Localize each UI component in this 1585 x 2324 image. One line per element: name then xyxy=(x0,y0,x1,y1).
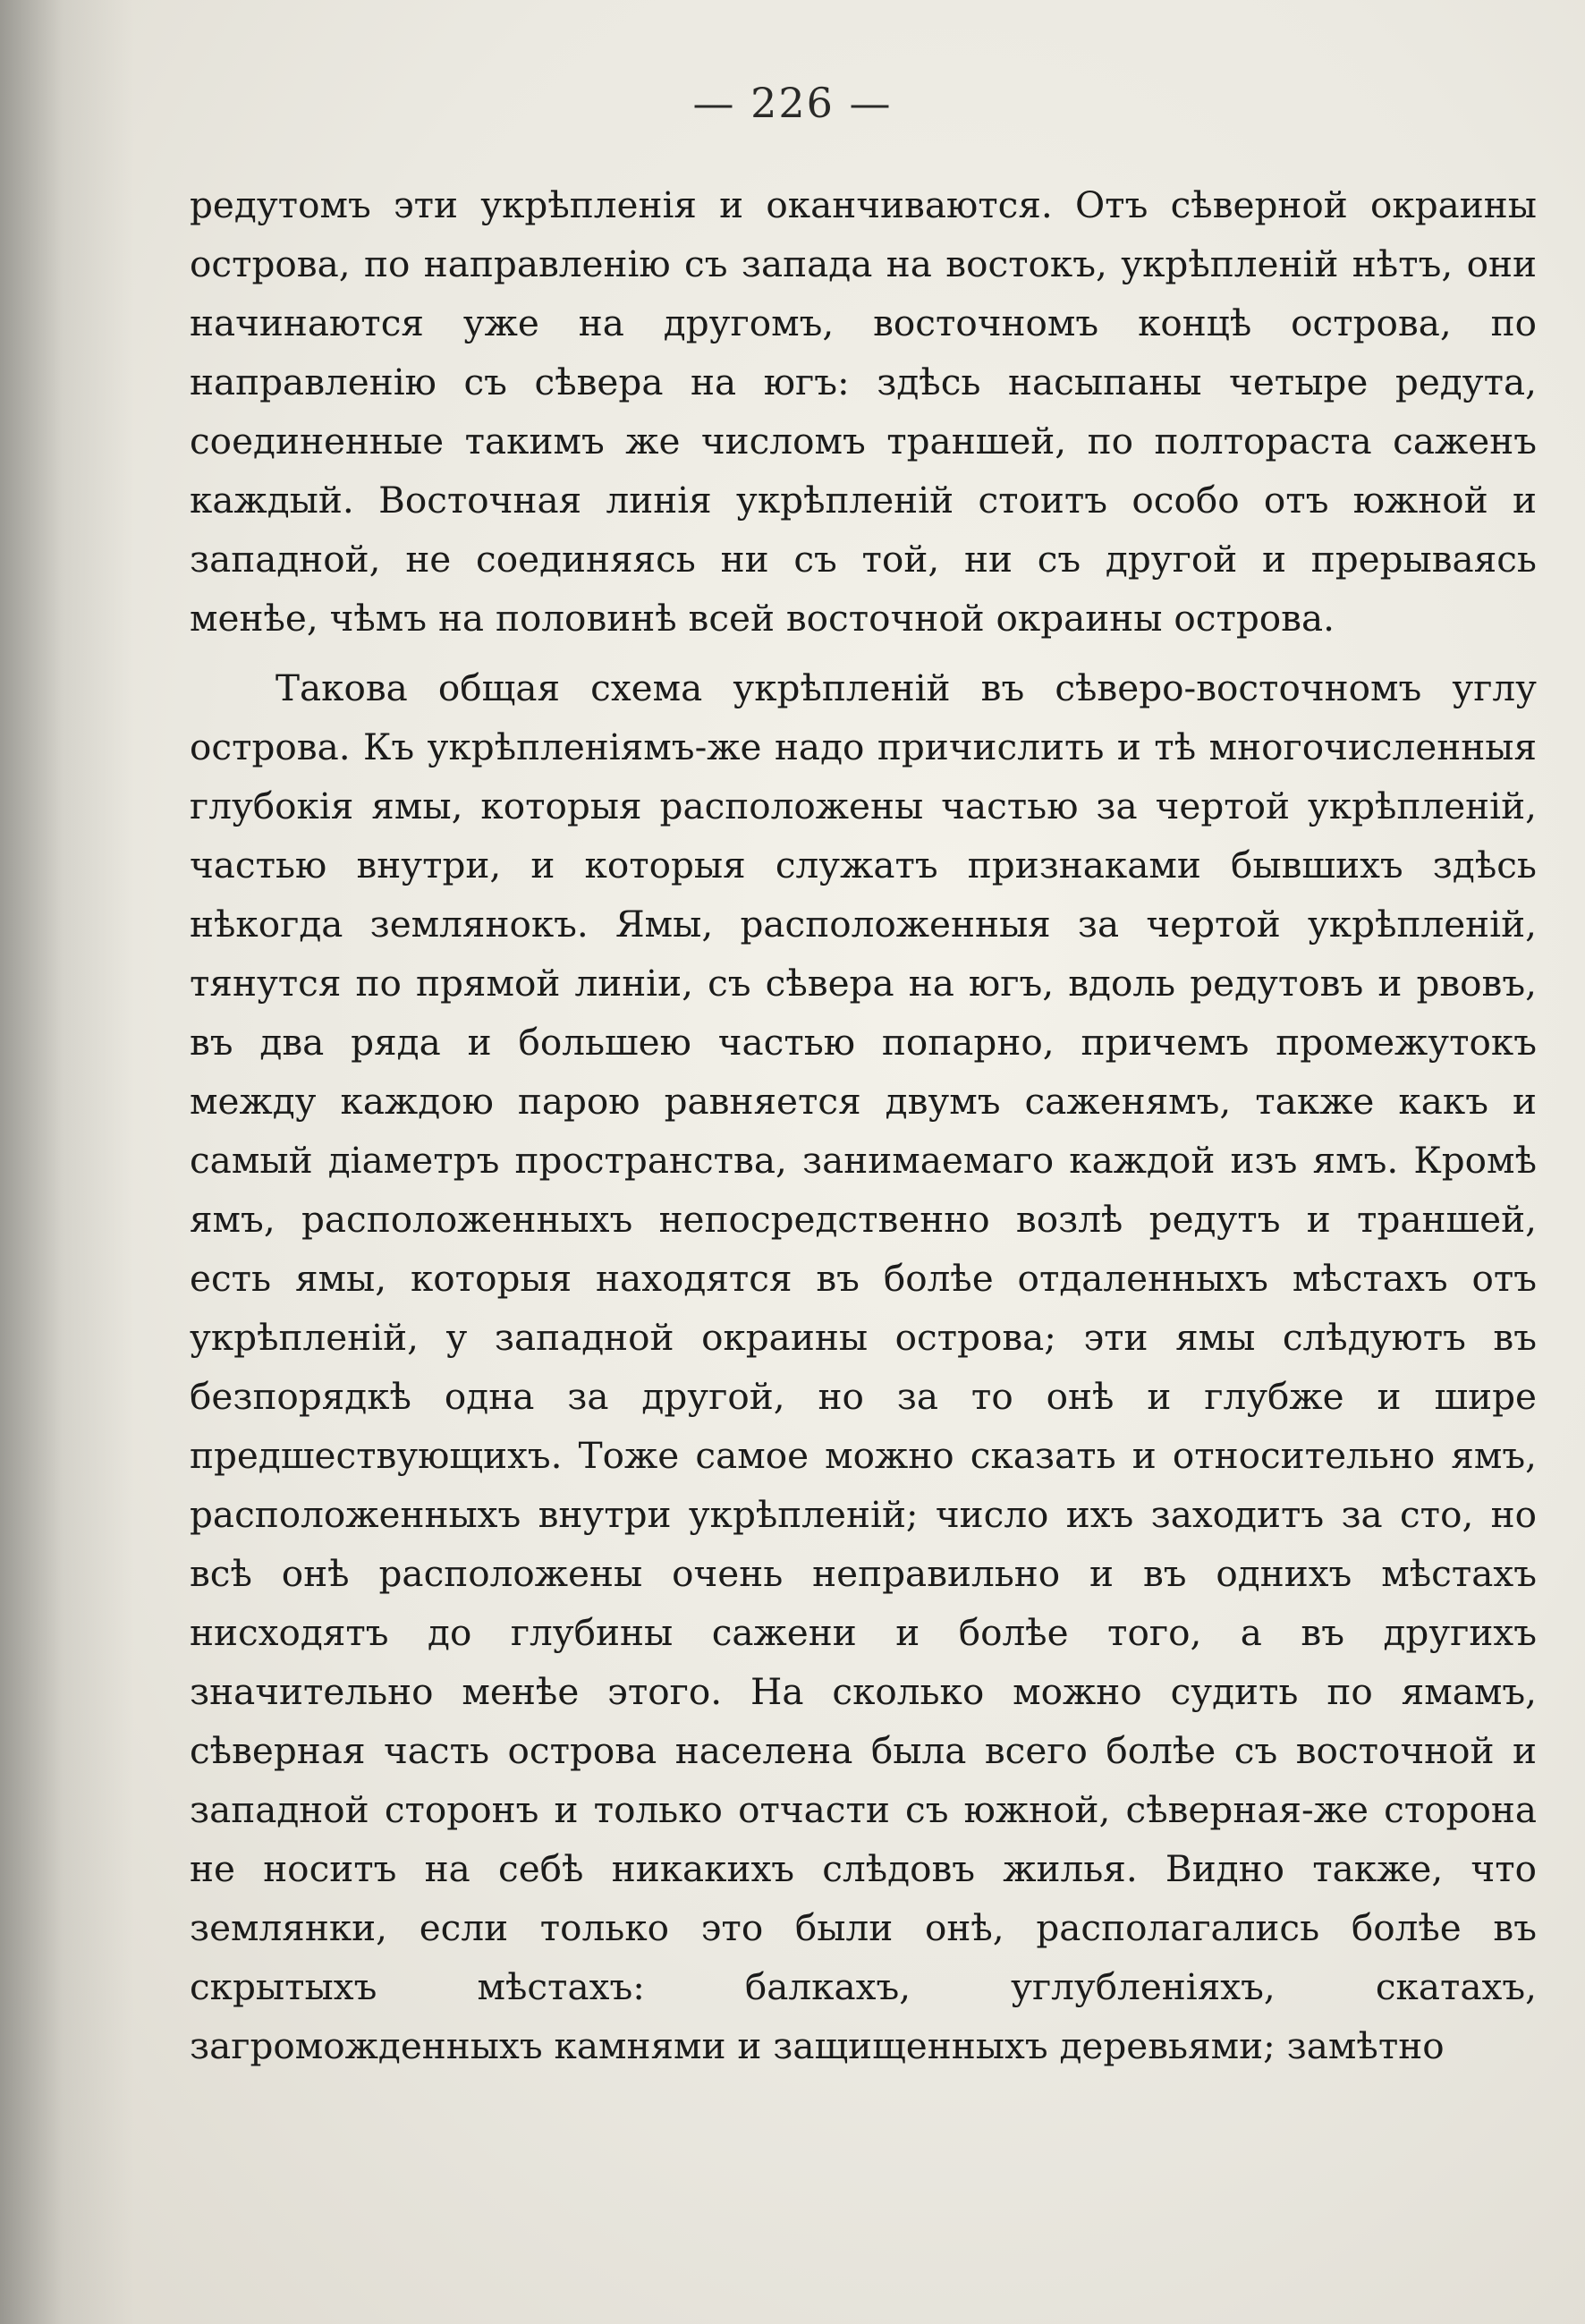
paragraph-1: редутомъ эти укрѣпленія и оканчиваются. Отъ сѣверной окраины острова, по направленію съ запада на востокъ, укрѣпленій нѣтъ, они начинаются уже на другомъ, восточномъ концѣ острова, по направленію съ сѣвера на югъ: здѣсь насыпаны четыре редута, соединенные такимъ же числомъ траншей, по полтораста саженъ каждый. Восточная линія укрѣпленій стоитъ особо отъ южной и западной, не соединяясь ни съ той, ни съ другой и прерываясь менѣе, чѣмъ на половинѣ всей восточной окраины острова. xyxy=(190,183,1537,640)
paragraph-2: Такова общая схема укрѣпленій въ сѣверо-восточномъ углу острова. Къ укрѣпленіямъ-же надо причислить и тѣ многочисленныя глубокія ямы, которыя расположены частью за чертой укрѣпленій, частью внутри, и которыя служатъ признаками бывшихъ здѣсь нѣкогда землянокъ. Ямы, расположенныя за чертой укрѣпленій, тянутся по прямой линіи, съ сѣвера на югъ, вдоль редутовъ и рвовъ, въ два ряда и большею частью попарно, причемъ промежутокъ между каждою парою равняется двумъ саженямъ, также какъ и самый діаметръ пространства, занимаемаго каждой изъ ямъ. Кромѣ ямъ, расположенныхъ непосредственно возлѣ редутъ и траншей, есть ямы, которыя находятся въ болѣе отдаленныхъ мѣстахъ отъ укрѣпленій, у западной окраины острова; эти ямы слѣдуютъ въ безпорядкѣ одна за другой, но за то онѣ и глубже и шире предшествующихъ. Тоже самое можно сказать и относительно ямъ, расположенныхъ внутри укрѣпленій; число ихъ заходитъ за сто, но всѣ онѣ расположены очень неправильно и въ однихъ мѣстахъ нисходятъ до глубины сажени и болѣе того, а въ другихъ значительно менѣе этого. На сколько можно судить по ямамъ, сѣверная часть острова населена была всего болѣе съ восточной и западной сторонъ и только отчасти съ южной, сѣверная-же сторона не носитъ на себѣ никакихъ слѣдовъ жилья. Видно также, что землянки, если только это были онѣ, располагались болѣе въ скрытыхъ мѣстахъ: балкахъ, углубленіяхъ, скатахъ, загроможденныхъ камнями и защищенныхъ деревьями; замѣтно xyxy=(190,666,1537,2067)
page-number: — 226 — xyxy=(692,79,893,127)
body-text xyxy=(190,175,1537,2075)
